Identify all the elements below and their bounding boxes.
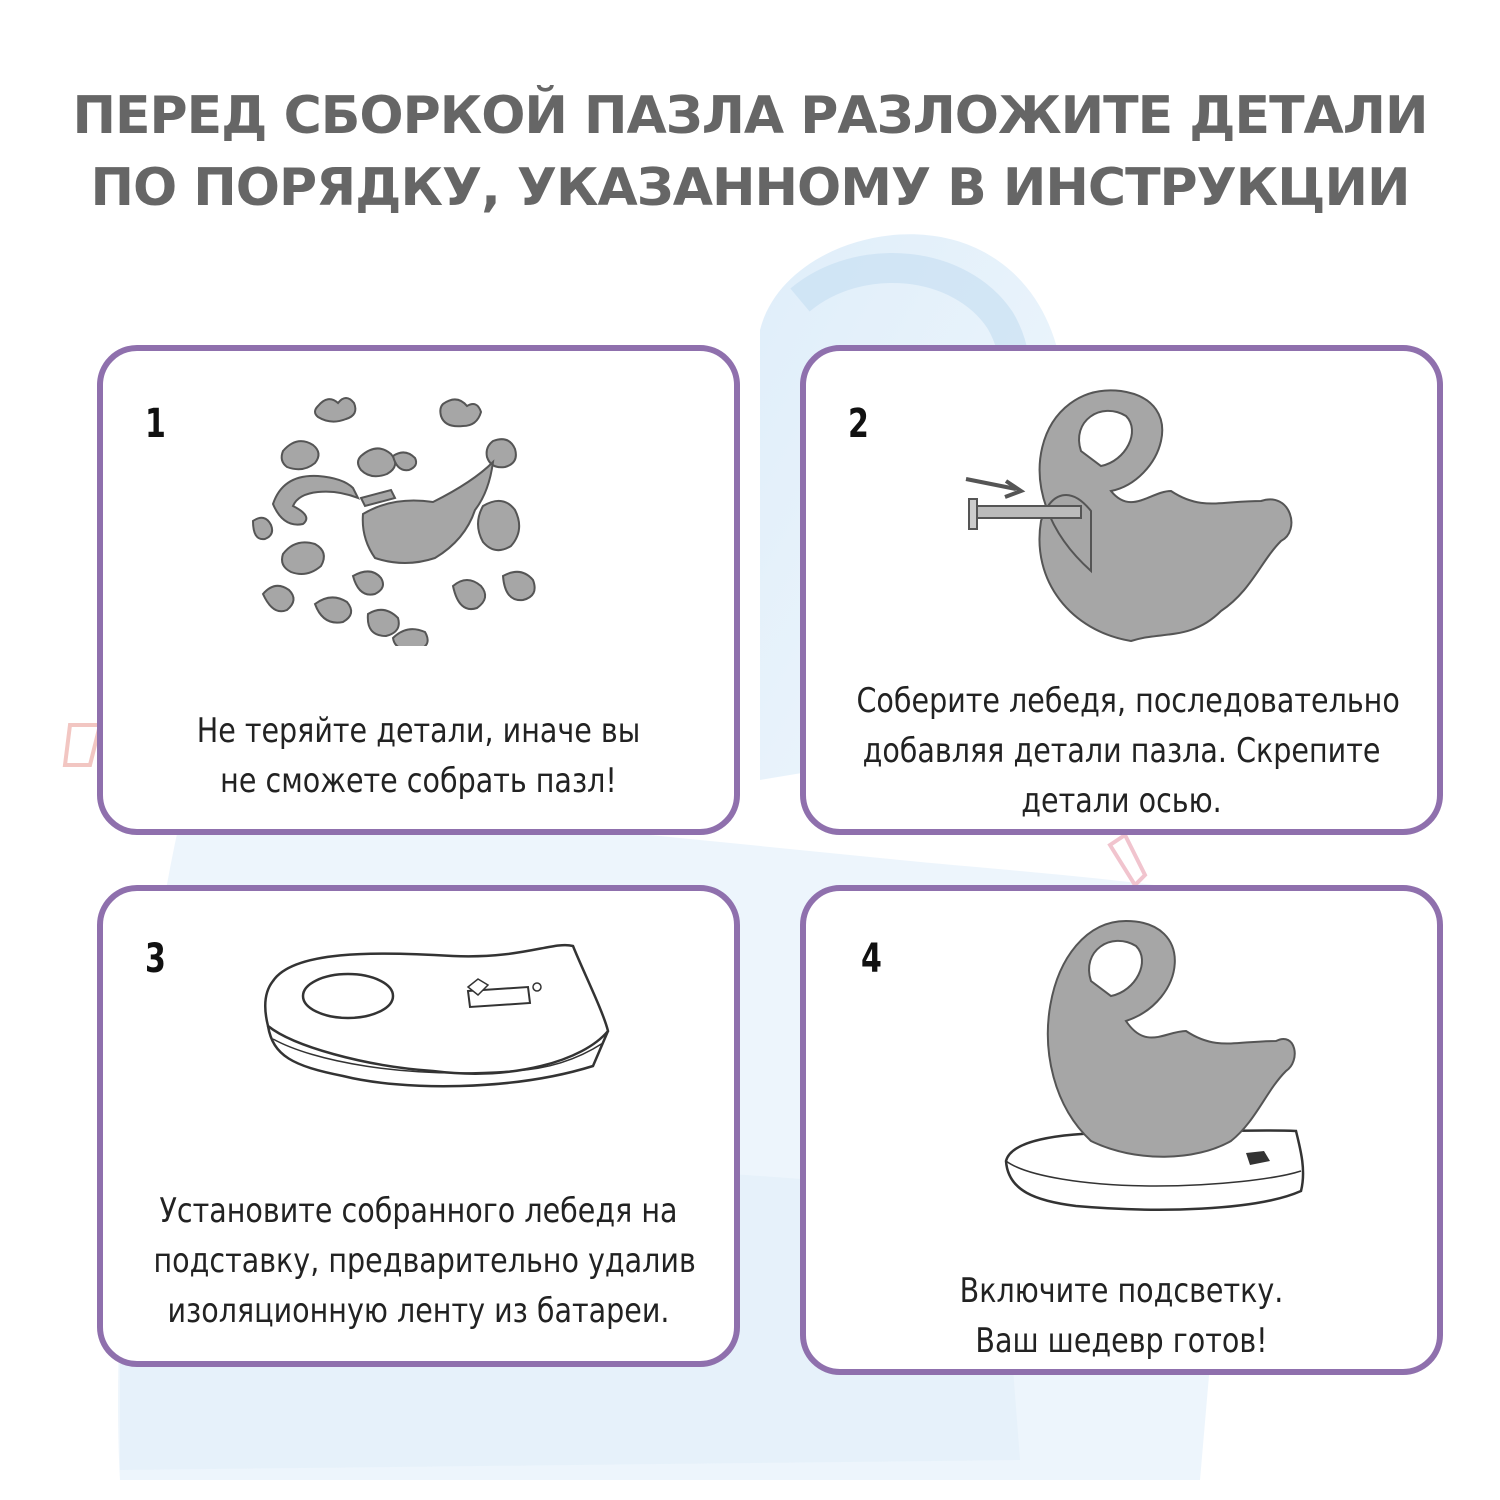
step-caption (153, 706, 683, 806)
step-caption (856, 676, 1400, 826)
caption-line: подставку, предварительно удалив (153, 1241, 696, 1281)
step-number: 2 (848, 401, 869, 447)
headline (0, 80, 1500, 224)
step-caption (153, 1186, 696, 1336)
step-card-3 (97, 885, 740, 1367)
caption-line: Не теряйте детали, иначе вы (196, 711, 641, 751)
headline-line-1: ПЕРЕД СБОРКОЙ ПАЗЛА РАЗЛОЖИТЕ ДЕТАЛИ (72, 86, 1428, 146)
step-card-2 (800, 345, 1443, 835)
caption-line: Ваш шедевр готов! (975, 1321, 1268, 1361)
step-caption (856, 1266, 1386, 1366)
puzzle-pieces-icon (243, 386, 563, 646)
step-number: 3 (145, 936, 166, 982)
caption-line: Включите подсветку. (959, 1271, 1284, 1311)
step-card-1 (97, 345, 740, 835)
caption-line: детали осью. (1021, 781, 1222, 821)
caption-line: Установите собранного лебедя на (159, 1191, 678, 1231)
swan-on-stand-icon (996, 901, 1316, 1221)
caption-line: не сможете собрать пазл! (220, 761, 617, 801)
stand-base-icon (253, 931, 633, 1101)
step-number: 1 (145, 401, 166, 447)
caption-line: добавляя детали пазла. Скрепите (862, 731, 1381, 771)
caption-line: изоляционную ленту из батареи. (167, 1291, 670, 1331)
headline-line-2: ПО ПОРЯДКУ, УКАЗАННОМУ В ИНСТРУКЦИИ (90, 158, 1410, 218)
step-card-4 (800, 885, 1443, 1375)
caption-line: Соберите лебедя, последовательно (856, 681, 1400, 721)
step-number: 4 (861, 936, 882, 982)
swan-axis-icon (961, 371, 1321, 671)
